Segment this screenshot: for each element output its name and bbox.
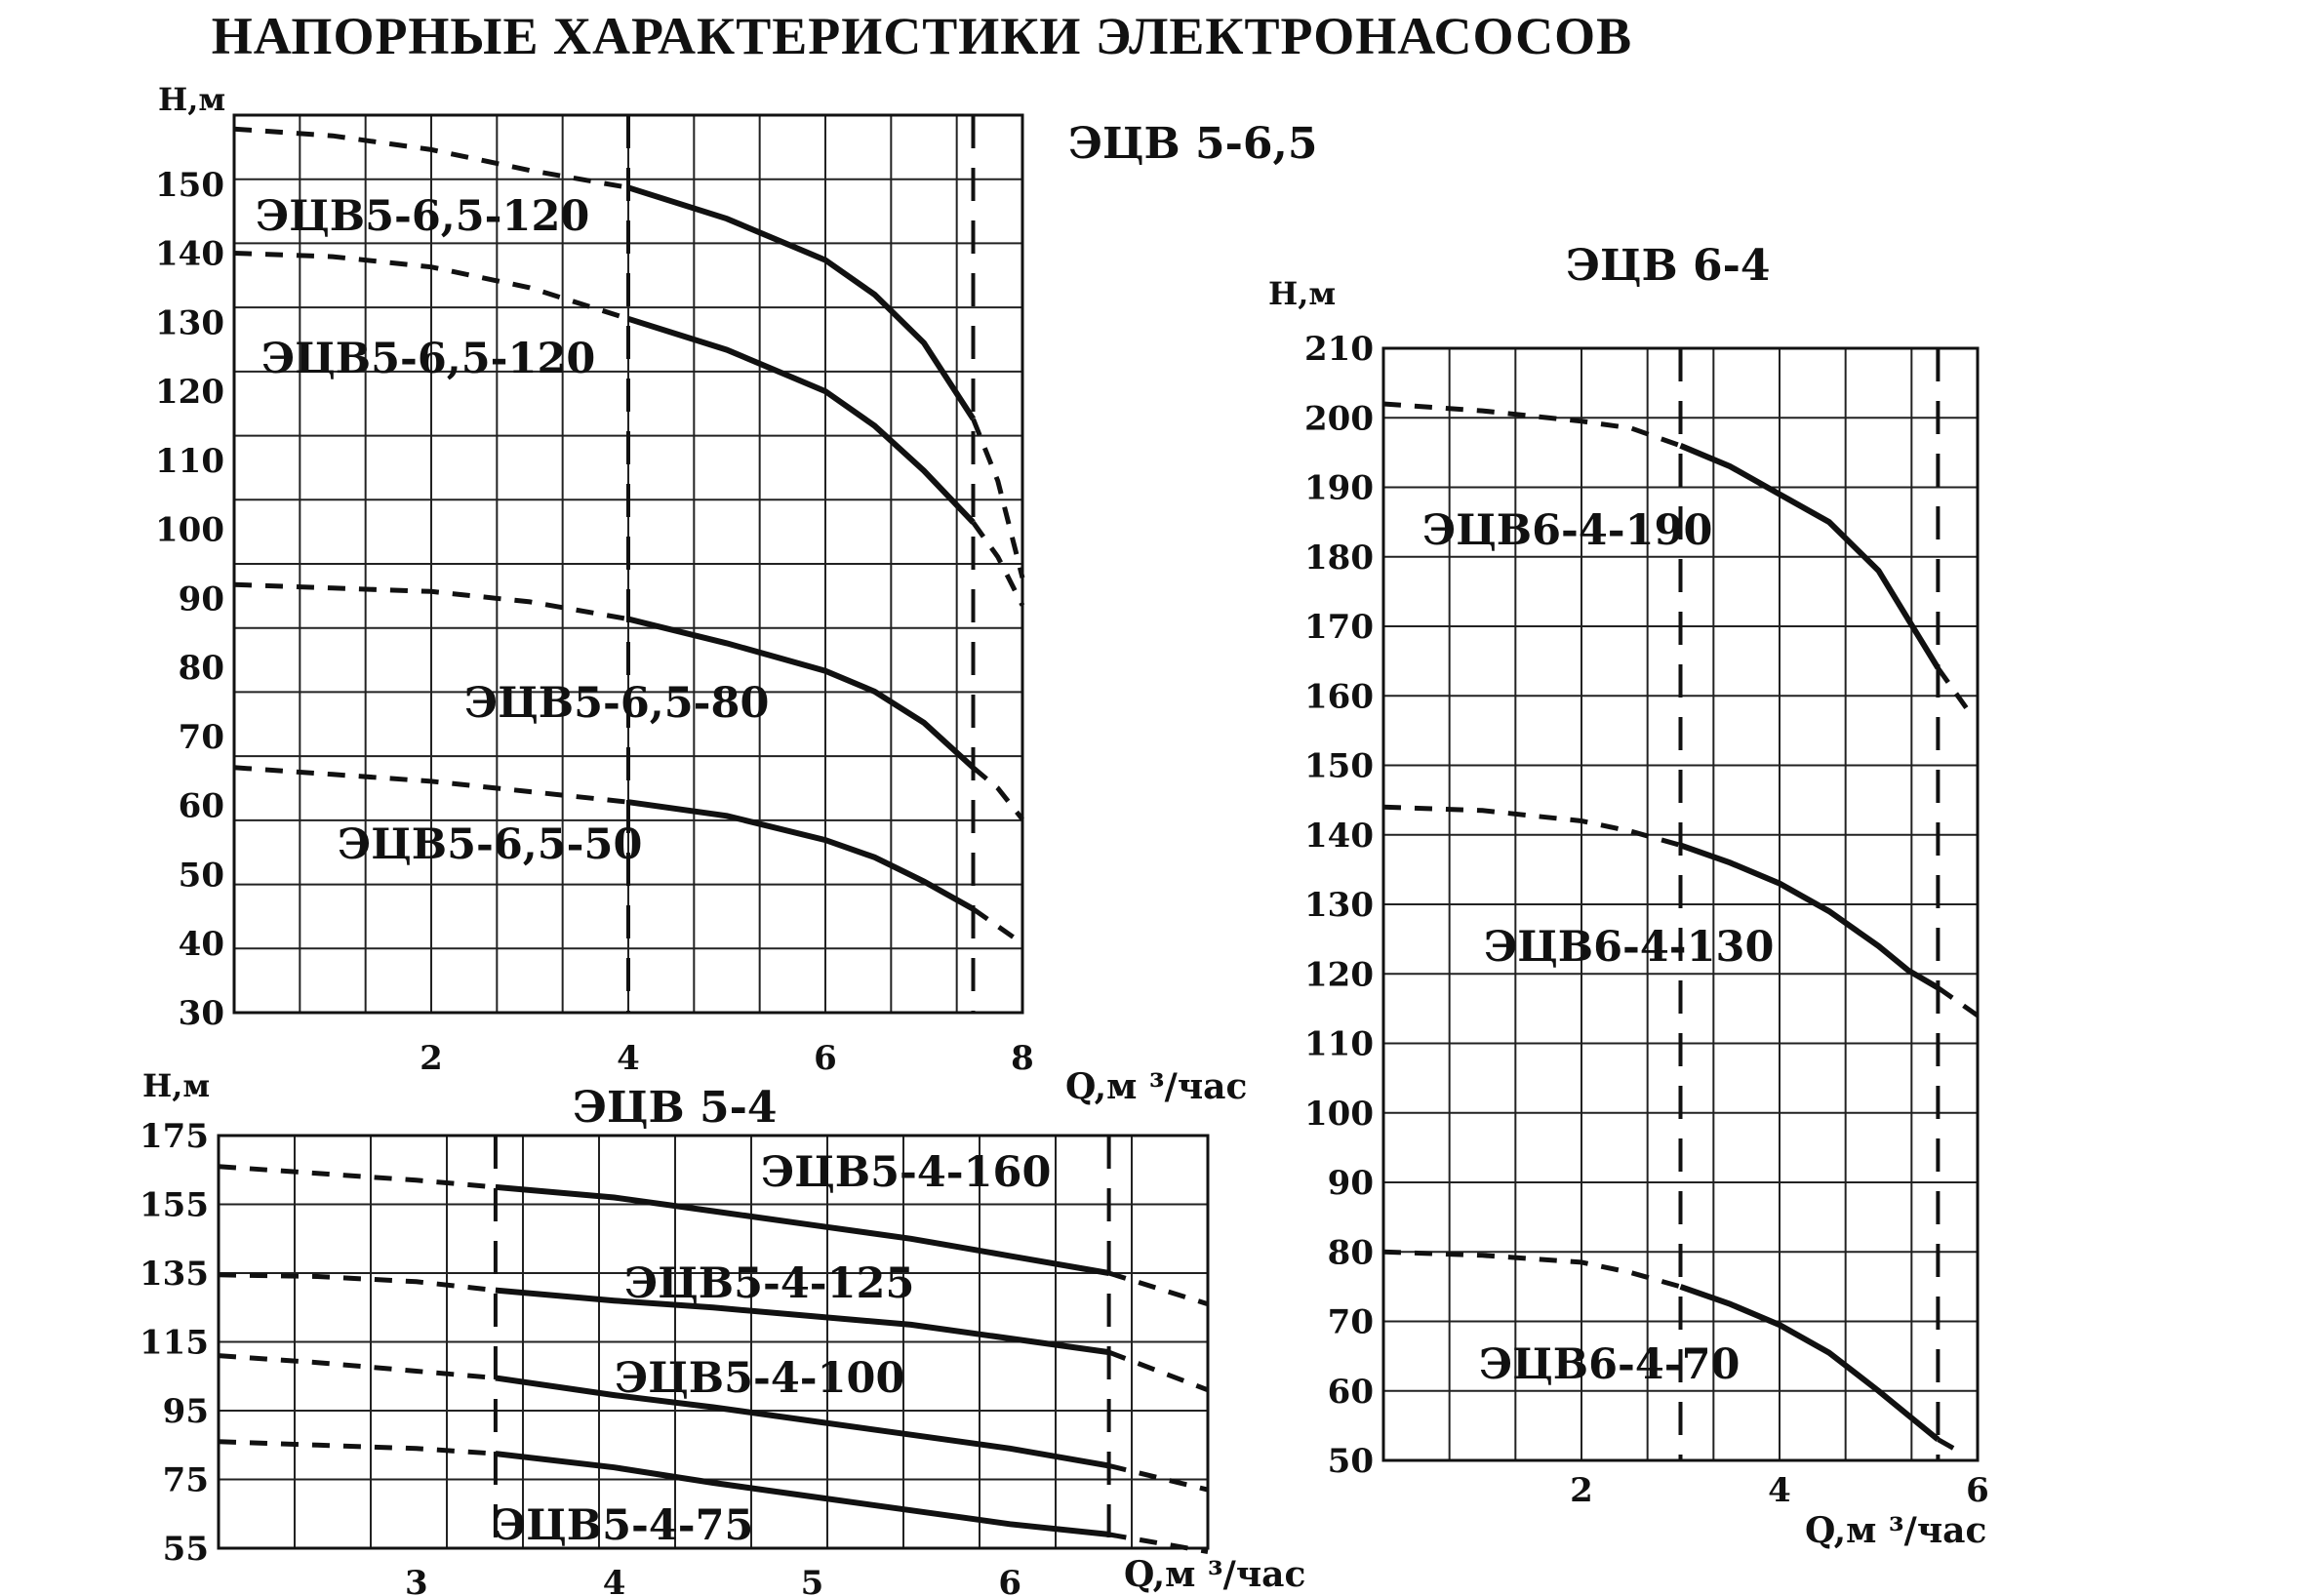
y-axis-label: Н,м	[142, 1067, 211, 1104]
y-tick-label: 50	[1327, 1442, 1374, 1481]
x-tick-label: 6	[998, 1564, 1022, 1596]
x-tick-label: 2	[420, 1039, 443, 1078]
series-label: ЭЦВ5-6,5-120	[256, 192, 590, 241]
y-tick-label: 100	[155, 510, 224, 550]
chart-title: ЭЦВ 5-4	[573, 1083, 778, 1133]
x-tick-label: 2	[1570, 1471, 1593, 1510]
y-tick-label: 180	[1304, 538, 1374, 578]
y-tick-label: 130	[1304, 886, 1374, 925]
y-tick-label: 90	[1327, 1164, 1374, 1203]
y-tick-label: 30	[178, 994, 224, 1033]
y-tick-label: 50	[178, 856, 224, 896]
series-line-dashed	[1938, 988, 1978, 1017]
y-tick-label: 60	[178, 786, 224, 826]
y-tick-label: 120	[155, 373, 224, 413]
x-tick-label: 5	[800, 1564, 824, 1596]
y-tick-label: 70	[178, 717, 224, 757]
series-line-dashed	[1938, 668, 1967, 710]
y-tick-label: 160	[1304, 677, 1374, 717]
x-tick-label: 4	[602, 1564, 626, 1596]
series-line-dashed	[1109, 1352, 1208, 1390]
y-tick-label: 115	[140, 1323, 209, 1363]
series-label: ЭЦВ5-4-100	[615, 1354, 905, 1403]
series-line-dashed	[974, 768, 1023, 819]
series-label: ЭЦВ6-4-70	[1479, 1340, 1741, 1389]
y-tick-label: 80	[178, 649, 224, 689]
y-tick-label: 80	[1327, 1233, 1374, 1273]
y-tick-label: 150	[1304, 746, 1374, 786]
chart-ecv-5-4	[140, 1067, 1305, 1596]
series-line-dashed	[1109, 1273, 1208, 1304]
chart-title: ЭЦВ 5-6,5	[1068, 119, 1318, 169]
page-title: НАПОРНЫЕ ХАРАКТЕРИСТИКИ ЭЛЕКТРОНАСОСОВ	[211, 7, 1633, 65]
series-line-dashed	[219, 1442, 496, 1454]
x-tick-label: 6	[1966, 1471, 1989, 1510]
y-tick-label: 95	[162, 1392, 209, 1431]
series-line-dashed	[219, 1356, 496, 1378]
y-axis-label: Н,м	[158, 81, 226, 118]
series-label: ЭЦВ5-6,5-80	[464, 679, 770, 728]
series-label: ЭЦВ6-4-130	[1484, 923, 1775, 972]
chart-ecv-6-4	[1268, 241, 1989, 1551]
y-axis-label: Н,м	[1268, 275, 1337, 312]
y-tick-label: 60	[1327, 1372, 1374, 1412]
series-label: ЭЦВ5-4-125	[624, 1259, 915, 1308]
series-line-dashed	[1938, 1440, 1962, 1454]
series-line-dashed	[1109, 1465, 1208, 1490]
y-tick-label: 200	[1304, 399, 1374, 439]
x-tick-label: 4	[617, 1039, 640, 1078]
y-tick-label: 55	[162, 1530, 209, 1569]
y-tick-label: 130	[155, 303, 224, 343]
y-tick-label: 175	[140, 1117, 209, 1156]
y-tick-label: 75	[162, 1460, 209, 1500]
y-tick-label: 155	[140, 1185, 209, 1225]
y-tick-label: 170	[1304, 608, 1374, 647]
y-tick-label: 140	[155, 234, 224, 274]
y-tick-label: 110	[155, 441, 224, 481]
x-tick-label: 3	[404, 1564, 428, 1596]
chart-title: ЭЦВ 6-4	[1566, 241, 1771, 291]
series-label: ЭЦВ5-4-160	[761, 1148, 1052, 1197]
series-line-dashed	[219, 1167, 496, 1187]
y-tick-label: 100	[1304, 1094, 1374, 1134]
y-tick-label: 90	[178, 579, 224, 619]
x-tick-label: 6	[814, 1039, 837, 1078]
y-tick-label: 140	[1304, 816, 1374, 856]
series-line-dashed	[974, 909, 1023, 943]
y-tick-label: 110	[1304, 1024, 1374, 1064]
series-line-dashed	[1383, 807, 1681, 845]
grid	[219, 1136, 1208, 1548]
y-tick-label: 150	[155, 165, 224, 205]
series-line-dashed	[219, 1275, 496, 1291]
series-line-solid	[628, 802, 974, 909]
x-tick-label: 4	[1768, 1471, 1791, 1510]
y-tick-label: 135	[140, 1255, 209, 1294]
series-line-dashed	[1383, 404, 1681, 446]
x-axis-label: Q,м ³/час	[1124, 1554, 1306, 1595]
y-tick-label: 120	[1304, 955, 1374, 995]
series-label: ЭЦВ5-6,5-120	[261, 335, 596, 383]
series-label: ЭЦВ5-6,5-50	[338, 820, 643, 869]
chart-ecv-5-6-5	[155, 81, 1317, 1107]
series-label: ЭЦВ5-4-75	[493, 1501, 754, 1550]
series-line-solid	[628, 319, 974, 523]
y-tick-label: 190	[1304, 468, 1374, 508]
y-tick-label: 210	[1304, 330, 1374, 369]
y-tick-label: 70	[1327, 1302, 1374, 1342]
series-line-solid	[628, 187, 974, 419]
series-label: ЭЦВ6-4-190	[1422, 506, 1713, 555]
x-tick-label: 8	[1011, 1039, 1034, 1078]
series-line-dashed	[1383, 1252, 1681, 1287]
y-tick-label: 40	[178, 925, 224, 965]
x-axis-label: Q,м ³/час	[1805, 1510, 1987, 1551]
x-axis-label: Q,м ³/час	[1065, 1066, 1248, 1107]
